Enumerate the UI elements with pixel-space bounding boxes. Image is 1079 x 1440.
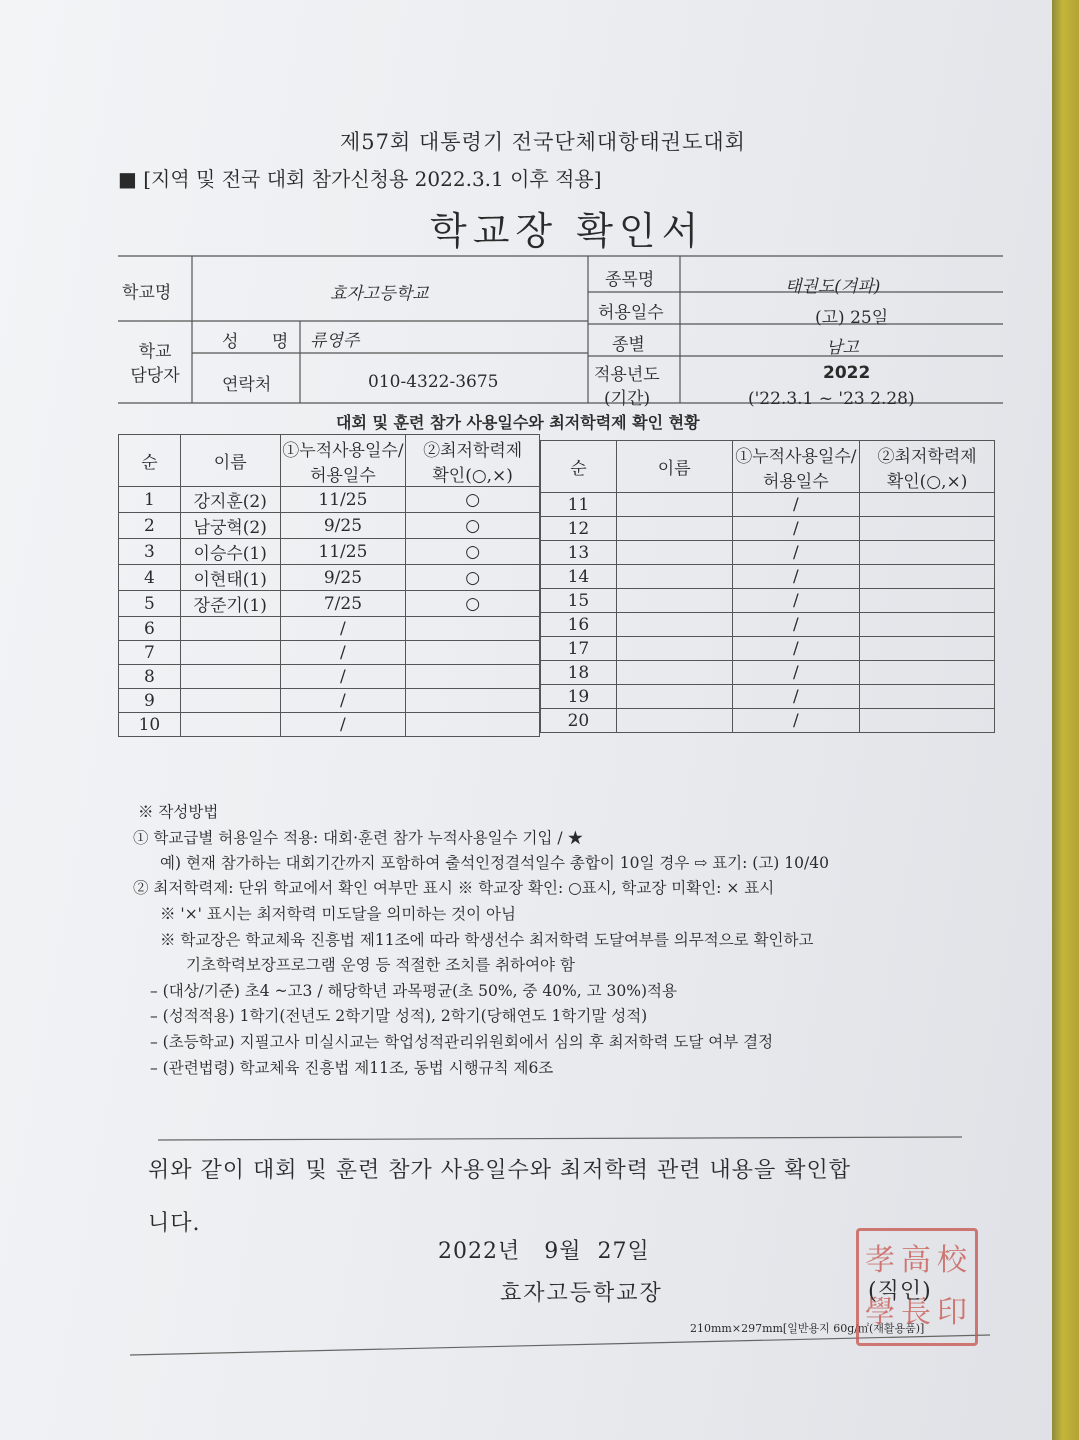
athlete-name xyxy=(180,689,280,713)
used-days: / xyxy=(732,685,860,709)
col-name-header: 이름 xyxy=(616,441,732,493)
note-2-b: ※ 학교장은 학교체육 진흥법 제11조에 따라 학생선수 최저학력 도달여부를 의무적으로 확인하고 xyxy=(160,931,814,949)
academic-check: ○ xyxy=(406,565,540,591)
col-days-line1: ①누적사용일수/ xyxy=(282,440,404,461)
used-days: 9/25 xyxy=(280,565,406,591)
athlete-name xyxy=(180,665,280,689)
row-number: 16 xyxy=(541,613,617,637)
used-days: / xyxy=(732,541,860,565)
academic-check xyxy=(860,589,995,613)
event-title: 제57회 대통령기 전국단체대항태권도대회 xyxy=(340,130,746,154)
col-acad-header xyxy=(860,441,995,493)
row-number: 15 xyxy=(541,589,617,613)
left-table-body xyxy=(119,487,540,737)
athlete-name xyxy=(616,589,732,613)
page-title: 학교장 확인서 xyxy=(430,209,705,253)
note-1-example: 예) 현재 참가하는 대회기간까지 포함하여 출석인정결석일수 총합이 10일 경우 ⇨ 표기: (고) 10/40 xyxy=(160,854,829,872)
athlete-name xyxy=(616,517,732,541)
right-table-body xyxy=(541,493,995,733)
academic-check xyxy=(860,637,995,661)
col-days-header xyxy=(732,441,860,493)
academic-check xyxy=(860,685,995,709)
row-number: 8 xyxy=(119,665,181,689)
academic-check xyxy=(860,709,995,733)
athlete-name: 장준기(1) xyxy=(180,591,280,617)
usage-table-right xyxy=(540,440,995,733)
row-number: 9 xyxy=(119,689,181,713)
academic-check xyxy=(860,517,995,541)
table-row xyxy=(541,541,995,565)
gender-label: 종별 xyxy=(612,335,645,355)
academic-check xyxy=(860,541,995,565)
academic-check: ○ xyxy=(406,539,540,565)
athlete-name xyxy=(616,637,732,661)
athlete-name xyxy=(616,661,732,685)
event-label: 종목명 xyxy=(605,270,655,290)
academic-check xyxy=(406,713,540,737)
used-days: / xyxy=(280,617,406,641)
table-row xyxy=(119,713,540,737)
used-days: / xyxy=(732,565,860,589)
athlete-name: 남궁혁(2) xyxy=(180,513,280,539)
note-1: ① 학교급별 허용일수 적용: 대회·훈련 참가 누적사용일수 기입 / ★ xyxy=(133,829,584,847)
table-row xyxy=(119,565,540,591)
academic-check xyxy=(860,565,995,589)
seal-label: (직인) xyxy=(868,1279,932,1304)
used-days: 7/25 xyxy=(280,591,406,617)
used-days: 9/25 xyxy=(280,513,406,539)
col-acad-line1: ②최저학력제 xyxy=(877,446,977,467)
used-days: / xyxy=(732,493,860,517)
confirm-line-1: 위와 같이 대회 및 훈련 참가 사용일수와 최저학력 관련 내용을 확인합 xyxy=(148,1158,851,1183)
desk-edge xyxy=(1052,0,1079,1440)
athlete-name xyxy=(616,493,732,517)
table-row xyxy=(541,517,995,541)
table-row xyxy=(541,613,995,637)
confirm-line-2: 니다. xyxy=(148,1211,201,1236)
table-row xyxy=(119,591,540,617)
note-2-a: ※ '×' 표시는 최저학력 미도달을 의미하는 것이 아님 xyxy=(160,905,516,923)
col-days-line1: ①누적사용일수/ xyxy=(735,446,857,467)
detail-2: – (성적적용) 1학기(전년도 2학기말 성적), 2학기(당해연도 1학기말 성적) xyxy=(150,1007,648,1025)
col-acad-line1: ②최저학력제 xyxy=(423,440,523,461)
event-value: 태권도(겨파) xyxy=(785,277,881,297)
col-acad-line2: 확인(○,×) xyxy=(886,471,968,492)
note-2: ② 최저학력제: 단위 학교에서 확인 여부만 표시 ※ 학교장 확인: ○표시, 학교장 미확인: × 표시 xyxy=(133,879,775,897)
application-note: ■ [지역 및 전국 대회 참가신청용 2022.3.1 이후 적용] xyxy=(118,167,602,191)
used-days: / xyxy=(280,665,406,689)
col-days-header xyxy=(280,435,406,487)
manager-label-line1: 학교 xyxy=(138,342,172,362)
name-label: 성 명 xyxy=(222,332,303,352)
official-seal-stamp: 孝 高 校 學 長 印 xyxy=(856,1228,978,1346)
athlete-name xyxy=(616,613,732,637)
table-row xyxy=(119,617,540,641)
principal-title: 효자고등학교장 xyxy=(500,1281,663,1306)
row-number: 14 xyxy=(541,565,617,589)
year-period: ('22.3.1 ~ '23 2.28) xyxy=(748,389,915,409)
col-days-line2: 허용일수 xyxy=(310,465,376,486)
academic-check xyxy=(406,689,540,713)
used-days: / xyxy=(280,689,406,713)
academic-check: ○ xyxy=(406,513,540,539)
row-number: 1 xyxy=(119,487,181,513)
col-days-line2: 허용일수 xyxy=(763,471,829,492)
row-number: 18 xyxy=(541,661,617,685)
contact-value: 010-4322-3675 xyxy=(368,372,499,392)
used-days: / xyxy=(732,613,860,637)
col-no-header: 순 xyxy=(119,435,181,487)
section-title: 대회 및 훈련 참가 사용일수와 최저학력제 확인 현황 xyxy=(336,413,700,432)
table-row xyxy=(119,689,540,713)
table-row xyxy=(541,709,995,733)
table-row xyxy=(541,589,995,613)
table-row xyxy=(541,637,995,661)
gender-value: 남고 xyxy=(826,338,859,358)
athlete-name xyxy=(616,565,732,589)
col-name-header: 이름 xyxy=(180,435,280,487)
note-2-c: 기초학력보장프로그램 운영 등 적절한 조치를 취하여야 함 xyxy=(186,956,575,974)
used-days: 11/25 xyxy=(280,487,406,513)
athlete-name xyxy=(180,641,280,665)
athlete-name xyxy=(616,541,732,565)
row-number: 3 xyxy=(119,539,181,565)
used-days: / xyxy=(732,661,860,685)
col-no-header: 순 xyxy=(541,441,617,493)
row-number: 13 xyxy=(541,541,617,565)
row-number: 19 xyxy=(541,685,617,709)
used-days: / xyxy=(732,637,860,661)
athlete-name xyxy=(180,713,280,737)
used-days: / xyxy=(732,709,860,733)
year-label-line2: (기간) xyxy=(604,389,651,409)
athlete-name xyxy=(616,709,732,733)
school-value: 효자고등학교 xyxy=(330,284,429,304)
manager-label xyxy=(122,340,188,388)
detail-4: – (관련법령) 학교체육 진흥법 제11조, 동법 시행규칙 제6조 xyxy=(150,1059,554,1077)
table-row xyxy=(119,539,540,565)
table-row xyxy=(541,661,995,685)
athlete-name xyxy=(616,685,732,709)
athlete-name: 이승수(1) xyxy=(180,539,280,565)
athlete-name: 이현태(1) xyxy=(180,565,280,591)
manager-label-line2: 담당자 xyxy=(130,366,180,386)
academic-check xyxy=(860,661,995,685)
confirm-date: 2022년 9월 27일 xyxy=(438,1239,650,1264)
row-number: 11 xyxy=(541,493,617,517)
col-acad-header xyxy=(406,435,540,487)
allow-days-value: (고) 25일 xyxy=(815,308,889,328)
used-days: / xyxy=(280,713,406,737)
row-number: 20 xyxy=(541,709,617,733)
year-label-line1: 적용년도 xyxy=(594,365,660,385)
used-days: / xyxy=(732,589,860,613)
paper-spec: 210mm×297mm[일반용지 60g/㎡(재활용품)] xyxy=(690,1322,925,1335)
academic-check xyxy=(406,665,540,689)
row-number: 6 xyxy=(119,617,181,641)
row-number: 10 xyxy=(119,713,181,737)
table-row xyxy=(119,513,540,539)
detail-3: – (초등학교) 지필고사 미실시교는 학업성적관리위원회에서 심의 후 최저학력 도달 여부 결정 xyxy=(150,1033,774,1051)
used-days: 11/25 xyxy=(280,539,406,565)
row-number: 12 xyxy=(541,517,617,541)
usage-table-left xyxy=(118,434,540,737)
row-number: 4 xyxy=(119,565,181,591)
row-number: 2 xyxy=(119,513,181,539)
athlete-name xyxy=(180,617,280,641)
academic-check: ○ xyxy=(406,591,540,617)
col-acad-line2: 확인(○,×) xyxy=(432,465,513,486)
academic-check xyxy=(860,493,995,517)
allow-days-label: 허용일수 xyxy=(598,303,664,323)
table-row xyxy=(541,565,995,589)
row-number: 17 xyxy=(541,637,617,661)
academic-check xyxy=(406,641,540,665)
name-value: 류영주 xyxy=(310,331,360,351)
table-row xyxy=(119,641,540,665)
athlete-name: 강지훈(2) xyxy=(180,487,280,513)
academic-check xyxy=(860,613,995,637)
table-row xyxy=(119,487,540,513)
used-days: / xyxy=(280,641,406,665)
academic-check xyxy=(406,617,540,641)
notes-heading: ※ 작성방법 xyxy=(138,803,219,821)
used-days: / xyxy=(732,517,860,541)
table-row xyxy=(541,685,995,709)
table-row xyxy=(541,493,995,517)
contact-label: 연락처 xyxy=(222,375,272,395)
row-number: 5 xyxy=(119,591,181,617)
row-number: 7 xyxy=(119,641,181,665)
year-value: 2022 xyxy=(823,363,871,383)
school-label: 학교명 xyxy=(122,283,172,303)
detail-1: – (대상/기준) 초4 ~고3 / 해당학년 과목평균(초 50%, 중 40%, 고 30%)적용 xyxy=(150,982,677,1000)
table-row xyxy=(119,665,540,689)
academic-check: ○ xyxy=(406,487,540,513)
